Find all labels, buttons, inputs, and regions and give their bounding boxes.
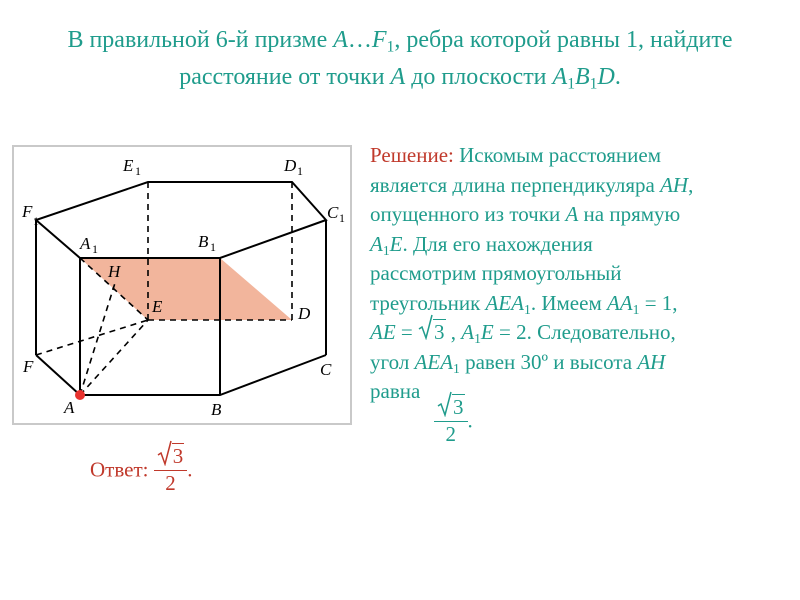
sol-AH: AH (660, 172, 689, 197)
answer-dot: . (187, 457, 193, 482)
sol-comma: , (688, 172, 694, 197)
label-B: B (211, 400, 222, 419)
sol-t8b: равен 30º и высота (459, 349, 638, 374)
sol-A: A (565, 202, 579, 226)
plane-point-3: D (597, 64, 615, 90)
height-sqrt (437, 395, 465, 420)
solution-text (370, 141, 790, 407)
plane-point-2-sub: 1 (589, 75, 598, 93)
height-fraction (434, 395, 468, 447)
point-A-marker (75, 390, 85, 400)
plane-point-2: B (575, 64, 590, 90)
problem-text-1: В правильной 6-й призме (67, 27, 334, 53)
label-C: C (320, 360, 332, 379)
label-D1-sub: 1 (297, 164, 303, 178)
sqrt-arg: 3 (434, 320, 445, 344)
label-A1-sub: 1 (92, 242, 98, 256)
label-C1: C (327, 203, 339, 222)
answer-sqrt-arg: 3 (172, 444, 184, 468)
sol-eq-sign: = (395, 320, 418, 344)
label-A: A (64, 398, 75, 417)
problem-statement (0, 22, 800, 96)
height-dot: . (467, 408, 473, 433)
sol-A1E-A: A (370, 231, 383, 256)
sol-t3b: на прямую (578, 202, 681, 226)
sol-eq2: = 2. Следовательно, (493, 320, 676, 344)
label-E1-sub: 1 (135, 164, 141, 178)
prism-figure (12, 145, 352, 425)
edge-FE (36, 320, 148, 355)
problem-text-3: расстояние от точки (179, 64, 391, 90)
label-E: E (152, 297, 163, 316)
label-B1: B (198, 232, 209, 251)
sol-AEA2: AEA (414, 349, 454, 374)
sol-t8: угол (370, 349, 415, 374)
prism-name-from: A (333, 27, 348, 53)
sol-t3: опущенного из точки (370, 202, 566, 226)
sol-AE: AE (370, 320, 396, 344)
label-E1: E (123, 156, 134, 175)
label-A1: A (80, 234, 91, 253)
sol-A1E2-E: E (480, 320, 494, 344)
sol-t9: равна (370, 379, 421, 403)
height-value (434, 395, 473, 447)
sol-AEA: AEA (485, 290, 525, 315)
problem-text-2: , ребра которой равны 1, найдите (394, 27, 733, 53)
problem-point: A (390, 64, 406, 90)
sol-AA-sub: 1 (632, 301, 640, 317)
sqrt-3 (418, 318, 446, 348)
answer-sqrt (157, 444, 185, 469)
sol-t5: рассмотрим прямоугольный (370, 261, 622, 285)
sol-eq1: = 1, (639, 290, 678, 315)
label-B1-sub: 1 (210, 240, 216, 254)
radical-sign (157, 440, 172, 466)
sol-A1E-sub: 1 (382, 242, 390, 258)
label-F1-sub: 1 (33, 214, 39, 228)
answer-denominator: 2 (154, 470, 188, 496)
sol-AEA-sub: 1 (524, 301, 531, 317)
sol-t1: Искомым расстоянием (453, 143, 661, 167)
problem-end: . (614, 64, 621, 90)
prism-name-to-sub: 1 (386, 38, 395, 56)
sol-AH2: AH (637, 349, 666, 374)
label-F1: F (22, 202, 33, 221)
height-denominator: 2 (434, 421, 468, 447)
sol-t6b: . Имеем (530, 290, 607, 315)
answer-label: Ответ: (90, 457, 149, 482)
sol-t4: . Для его нахождения (402, 231, 593, 256)
label-D: D (298, 304, 311, 323)
sol-AEA2-sub: 1 (453, 360, 460, 376)
label-F: F (23, 357, 34, 376)
sol-AA: AA (606, 290, 633, 315)
sol-A1E-E: E (389, 231, 403, 256)
radical-sign (437, 391, 452, 417)
plane-point-1-sub: 1 (567, 75, 575, 93)
radical-sign (418, 314, 433, 340)
prism-name-to: F (371, 27, 387, 53)
problem-text-4: до плоскости (405, 64, 553, 90)
answer (90, 444, 192, 496)
sol-A1E2-sub: 1 (474, 331, 481, 347)
segment-AH (80, 283, 115, 395)
answer-fraction (154, 444, 188, 496)
sol-A1E2-A: A (461, 320, 475, 344)
label-H: H (108, 262, 121, 281)
height-sqrt-arg: 3 (453, 395, 464, 419)
solution-label: Решение: (370, 143, 454, 167)
sol-t2: является длина перпендикуляра (370, 172, 661, 197)
label-D1: D (284, 156, 297, 175)
height-numerator (434, 395, 468, 421)
label-C1-sub: 1 (339, 211, 345, 225)
ellipsis: … (347, 27, 372, 53)
plane-point-1: A (552, 64, 568, 90)
sol-t6: треугольник (370, 290, 486, 315)
answer-numerator (154, 444, 188, 470)
sol-sep: , (445, 320, 462, 344)
